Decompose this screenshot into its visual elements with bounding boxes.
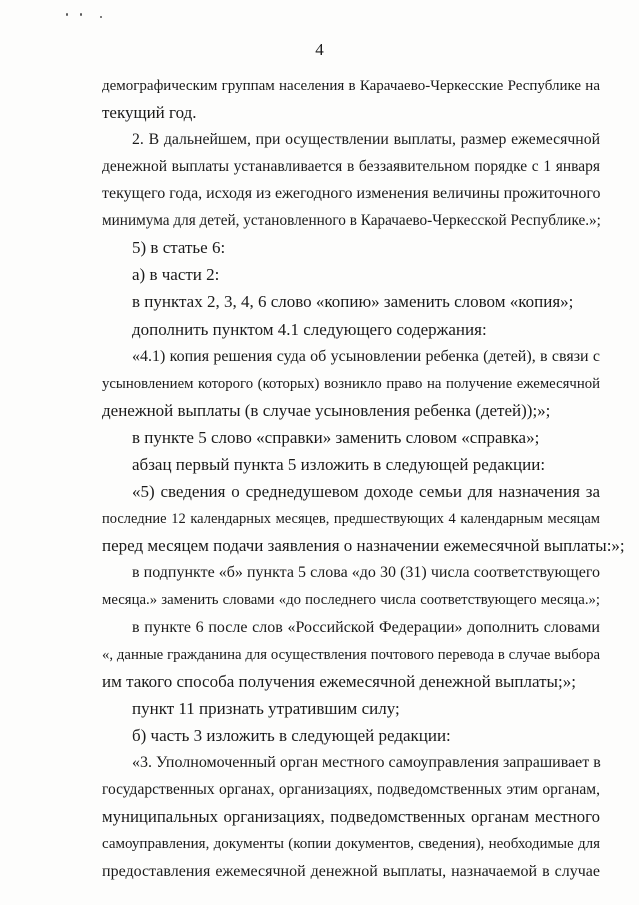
text-line: текущего года, исходя из ежегодного изменения величины прожиточного xyxy=(102,185,601,202)
text-line: государственных органах, организациях, подведомственных этим органам, xyxy=(102,781,600,798)
text-line: денежной выплаты устанавливается в беззаявительном порядке с 1 января xyxy=(102,158,600,175)
text-line: в пункте 6 после слов «Российской Федерации» дополнить словами xyxy=(132,619,600,636)
text-line: «4.1) копия решения суда об усыновлении ребенка (детей), в связи с xyxy=(132,348,600,365)
page-number: 4 xyxy=(315,40,324,59)
text-line: «5) сведения о среднедушевом доходе семьи для назначения за xyxy=(132,482,600,501)
text-line: пункт 11 признать утратившим силу; xyxy=(132,699,400,718)
scan-speck xyxy=(100,16,102,18)
text-line: абзац первый пункта 5 изложить в следующей редакции: xyxy=(132,455,546,474)
text-line: в пункте 5 слово «справки» заменить словом «справка»; xyxy=(132,428,540,447)
scan-speck xyxy=(66,13,68,16)
scan-speck xyxy=(80,13,82,16)
text-line: им такого способа получения ежемесячной денежной выплаты;»; xyxy=(102,672,576,691)
text-line: в подпункте «б» пункта 5 слова «до 30 (31) числа соответствующего xyxy=(132,564,600,581)
text-line: а) в части 2: xyxy=(132,265,220,284)
text-line: минимума для детей, установленного в Карачаево-Черкесской Республике.»; xyxy=(102,212,601,229)
text-line: 5) в статье 6: xyxy=(132,238,226,257)
text-line: «, данные гражданина для осуществления почтового перевода в случае выбора xyxy=(102,647,600,663)
text-line: усыновлением которого (которых) возникло право на получение ежемесячной xyxy=(102,376,600,392)
text-line: «3. Уполномоченный орган местного самоуправления запрашивает в xyxy=(132,754,601,771)
text-line: самоуправления, документы (копии документов, сведения), необходимые для xyxy=(102,836,600,852)
text-line: денежной выплаты (в случае усыновления ребенка (детей));»; xyxy=(102,401,551,420)
text-line: муниципальных организациях, подведомственных органам местного xyxy=(102,807,600,826)
text-line: месяца.» заменить словами «до последнего числа соответствующего месяца.»; xyxy=(102,592,600,608)
text-line: дополнить пунктом 4.1 следующего содержания: xyxy=(132,320,487,339)
text-line: 2. В дальнейшем, при осуществлении выплаты, размер ежемесячной xyxy=(132,131,600,148)
text-line: перед месяцем подачи заявления о назначении ежемесячной выплаты:»; xyxy=(102,536,625,555)
text-line: предоставления ежемесячной денежной выплаты, назначаемой в случае xyxy=(102,863,600,880)
text-line: в пунктах 2, 3, 4, 6 слово «копию» заменить словом «копия»; xyxy=(132,292,574,311)
text-line: б) часть 3 изложить в следующей редакции: xyxy=(132,726,451,745)
text-line: текущий год. xyxy=(102,103,197,122)
text-line: последние 12 календарных месяцев, предшествующих 4 календарным месяцам xyxy=(102,511,600,527)
text-line: демографическим группам населения в Карачаево-Черкесские Республике на xyxy=(102,78,600,94)
